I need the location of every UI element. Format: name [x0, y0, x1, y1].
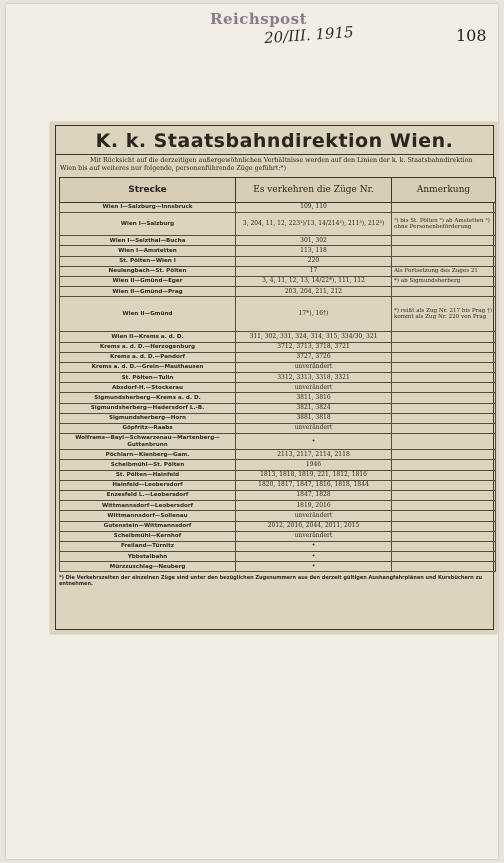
remark-cell — [392, 362, 496, 372]
route-cell: Wien I—Amstetten — [60, 246, 236, 256]
clipping-footnote: *) Die Verkehrszeiten der einzelnen Züge sind unter den bezüglichen Zugsnummern aus den derzeit gültigen Aushangfahrplänen und Kursbüchern zu entnehmen. — [59, 575, 483, 588]
remark-cell — [392, 246, 496, 256]
table-row — [60, 413, 496, 423]
trains-cell: unverändert — [236, 362, 392, 372]
trains-cell: 17*), 16†) — [236, 297, 392, 332]
trains-cell: 3312, 3313, 3318, 3321 — [236, 373, 392, 383]
clipping-frame — [55, 125, 494, 630]
remark-cell — [392, 450, 496, 460]
remark-cell — [392, 531, 496, 541]
trains-cell: • — [236, 434, 392, 450]
trains-cell: 3727, 3726 — [236, 352, 392, 362]
route-cell: Krems a. d. D.—Herzogenburg — [60, 342, 236, 352]
trains-cell: 1813, 1818, 1819, 221, 1812, 1816 — [236, 470, 392, 480]
trains-cell: 203, 204, 211, 212 — [236, 287, 392, 297]
remark-cell — [392, 521, 496, 531]
newspaper-stamp: Reichspost — [210, 10, 308, 28]
trains-cell: unverändert — [236, 383, 392, 393]
remark-cell — [392, 342, 496, 352]
trains-cell: 220 — [236, 256, 392, 266]
route-cell: Pöchlarn—Kienberg—Gam. — [60, 450, 236, 460]
remark-cell — [392, 332, 496, 342]
remark-cell — [392, 403, 496, 413]
table-row — [60, 297, 496, 332]
clipping-intro: Mit Rücksicht auf die derzeitigen außergewöhnlichen Verhältnisse werden auf den Linien der k. k. Staatsbahndirektion Wien bis auf weiteres nur folgende, personenführende Züge geführt:*) — [60, 157, 473, 172]
route-cell: Enzesfeld L.—Leobersdorf — [60, 490, 236, 500]
trains-cell: 311, 302, 331, 324, 314, 315, 334/30, 321 — [236, 332, 392, 342]
table-row — [60, 490, 496, 500]
table-row — [60, 352, 496, 362]
trains-cell: unverändert — [236, 424, 392, 434]
trains-cell: • — [236, 562, 392, 572]
route-cell: Freiland—Türnitz — [60, 541, 236, 551]
remark-cell — [392, 511, 496, 521]
table-row — [60, 203, 496, 213]
remark-cell — [392, 541, 496, 551]
table-row — [60, 424, 496, 434]
route-cell: Scheibmühl—St. Pölten — [60, 460, 236, 470]
table-row — [60, 213, 496, 236]
route-cell: Absdorf-H.—Stockerau — [60, 383, 236, 393]
route-cell: Hainfeld—Leobersdorf — [60, 480, 236, 490]
route-cell: Sigmundsherberg—Hadersdorf L.-B. — [60, 403, 236, 413]
remark-cell: *) ab Sigmundsherberg — [392, 276, 496, 286]
route-cell: Wien I—Salzburg—Innsbruck — [60, 203, 236, 213]
route-cell: Krems a. d. D.—Pandorf — [60, 352, 236, 362]
train-schedule-table — [59, 177, 496, 572]
route-cell: Scheibmühl—Kernhof — [60, 531, 236, 541]
remark-cell: *) reißt als Zug Nr. 217 bis Prag †) kommt als Zug Nr. 220 von Prag — [392, 297, 496, 332]
route-cell: Sigmundsherberg—Krems a. d. D. — [60, 393, 236, 403]
route-cell: St. Pölten—Wien I — [60, 256, 236, 266]
trains-cell: 3712, 3713, 3718, 3721 — [236, 342, 392, 352]
route-cell: Sigmundsherberg—Horn — [60, 413, 236, 423]
remark-cell: ¹) bis St. Pölten ²) ab Amstetten ³) ohne Personenbeförderung — [392, 213, 496, 236]
handwritten-date: 20/III. 1915 — [263, 22, 355, 48]
trains-cell: 1820, 1817, 1847, 1816, 1818, 1844 — [236, 480, 392, 490]
route-cell: St. Pölten—Tulln — [60, 373, 236, 383]
table-header-row — [60, 178, 496, 203]
trains-cell: • — [236, 552, 392, 562]
route-cell: Wien II—Gmünd—Eger — [60, 276, 236, 286]
trains-cell: 1819, 2016 — [236, 501, 392, 511]
table-row — [60, 541, 496, 551]
trains-cell: 109, 110 — [236, 203, 392, 213]
remark-cell — [392, 460, 496, 470]
remark-cell — [392, 373, 496, 383]
route-cell: Krems a. d. D.—Grein—Mauthausen — [60, 362, 236, 372]
route-cell: Wien II—Gmünd—Prag — [60, 287, 236, 297]
remark-cell: Als Fortsetzung des Zuges 21 — [392, 266, 496, 276]
page-number: 108 — [456, 26, 487, 45]
column-header-route: Strecke — [60, 178, 236, 203]
table-row — [60, 562, 496, 572]
route-cell: Wittmannsdorf—Leobersdorf — [60, 501, 236, 511]
table-row — [60, 393, 496, 403]
remark-cell — [392, 480, 496, 490]
table-row — [60, 480, 496, 490]
table-row — [60, 383, 496, 393]
table-row — [60, 373, 496, 383]
remark-cell — [392, 383, 496, 393]
table-row — [60, 470, 496, 480]
table-row — [60, 332, 496, 342]
trains-cell: 2113, 2117, 2114, 2118 — [236, 450, 392, 460]
remark-cell — [392, 236, 496, 246]
trains-cell: 113, 118 — [236, 246, 392, 256]
remark-cell — [392, 470, 496, 480]
table-row — [60, 362, 496, 372]
trains-cell: 1946 — [236, 460, 392, 470]
column-header-trains: Es verkehren die Züge Nr. — [236, 178, 392, 203]
remark-cell — [392, 562, 496, 572]
trains-cell: 3, 204, 11, 12, 223¹)/13, 14/214²), 211³), 212³) — [236, 213, 392, 236]
trains-cell: unverändert — [236, 531, 392, 541]
route-cell: Gutenstein—Wittmannsdorf — [60, 521, 236, 531]
table-row — [60, 521, 496, 531]
trains-cell: 1847, 1828 — [236, 490, 392, 500]
trains-cell: 3811, 3816 — [236, 393, 392, 403]
trains-cell: 17 — [236, 266, 392, 276]
table-row — [60, 342, 496, 352]
table-row — [60, 246, 496, 256]
table-row — [60, 266, 496, 276]
table-row — [60, 403, 496, 413]
remark-cell — [392, 352, 496, 362]
table-row — [60, 460, 496, 470]
route-cell: Wien I—Salzburg — [60, 213, 236, 236]
route-cell: Wien I—Selzthal—Bucha — [60, 236, 236, 246]
remark-cell — [392, 424, 496, 434]
table-row — [60, 531, 496, 541]
remark-cell — [392, 203, 496, 213]
remark-cell — [392, 256, 496, 266]
route-cell: Wolframs—Bayl—Schwarzenau—Martenberg—Guttenbrunn — [60, 434, 236, 450]
route-cell: St. Pölten—Hainfeld — [60, 470, 236, 480]
table-row — [60, 450, 496, 460]
route-cell: Ybbstalbahn — [60, 552, 236, 562]
table-row — [60, 287, 496, 297]
table-row — [60, 434, 496, 450]
route-cell: Wien II—Krems a. d. D. — [60, 332, 236, 342]
route-cell: Wien II—Gmünd — [60, 297, 236, 332]
remark-cell — [392, 552, 496, 562]
trains-cell: 3821, 3824 — [236, 403, 392, 413]
table-row — [60, 236, 496, 246]
route-cell: Wittmannsdorf—Sollenau — [60, 511, 236, 521]
remark-cell — [392, 287, 496, 297]
column-header-remark: Anmerkung — [392, 178, 496, 203]
remark-cell — [392, 393, 496, 403]
table-row — [60, 511, 496, 521]
trains-cell: unverändert — [236, 511, 392, 521]
trains-cell: • — [236, 541, 392, 551]
table-row — [60, 501, 496, 511]
route-cell: Göpfritz—Raabs — [60, 424, 236, 434]
trains-cell: 3, 4, 11, 12, 13, 14/22*), 111, 112 — [236, 276, 392, 286]
route-cell: Neulengbach—St. Pölten — [60, 266, 236, 276]
route-cell: Mürzzuschlag—Neuberg — [60, 562, 236, 572]
table-row — [60, 256, 496, 266]
remark-cell — [392, 434, 496, 450]
trains-cell: 3881, 3818 — [236, 413, 392, 423]
trains-cell: 301, 302 — [236, 236, 392, 246]
trains-cell: 2012, 2016, 2044, 2011, 2015 — [236, 521, 392, 531]
table-row — [60, 552, 496, 562]
table-row — [60, 276, 496, 286]
remark-cell — [392, 490, 496, 500]
newspaper-clipping — [50, 122, 497, 634]
clipping-title: K. k. Staatsbahndirektion Wien. — [56, 128, 493, 155]
remark-cell — [392, 501, 496, 511]
remark-cell — [392, 413, 496, 423]
